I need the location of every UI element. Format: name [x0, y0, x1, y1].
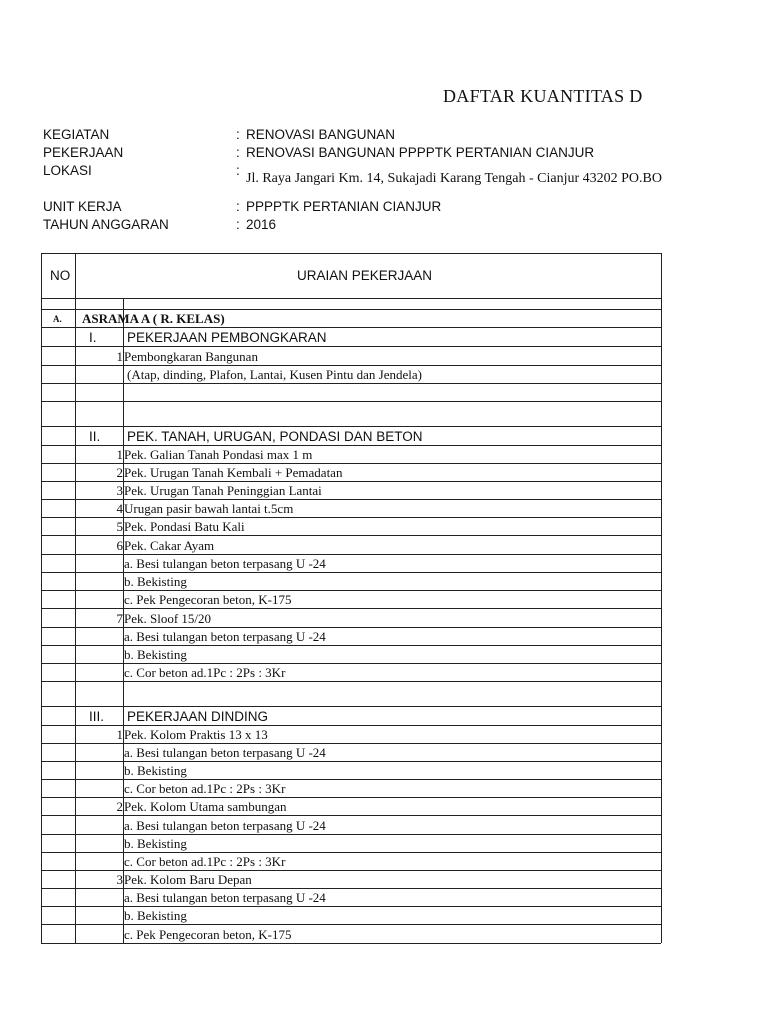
row-description: c. Cor beton ad.1Pc : 2Ps : 3Kr: [124, 665, 286, 680]
row-border: [41, 627, 661, 628]
row-border: [41, 535, 661, 536]
row-border: [41, 779, 661, 780]
row-item-number: 2: [116, 465, 123, 480]
row-description: PEKERJAAN PEMBONGKARAN: [127, 330, 327, 345]
row-description: Pek. Urugan Tanah Kembali + Pemadatan: [124, 465, 343, 480]
row-item-number: 1: [116, 349, 123, 364]
row-border: [41, 663, 661, 664]
row-description: PEK. TANAH, URUGAN, PONDASI DAN BETON: [127, 429, 423, 444]
row-border: [41, 743, 661, 744]
info-value: 2016: [246, 217, 277, 232]
row-border: [41, 463, 661, 464]
row-border: [41, 383, 661, 384]
row-description: a. Besi tulangan beton terpasang U -24: [124, 556, 326, 571]
row-border: [41, 309, 661, 310]
row-description: c. Cor beton ad.1Pc : 2Ps : 3Kr: [124, 781, 286, 796]
row-description: a. Besi tulangan beton terpasang U -24: [124, 890, 326, 905]
row-description: b. Bekisting: [124, 908, 187, 923]
info-value: PPPPTK PERTANIAN CIANJUR: [246, 199, 442, 214]
row-no: A.: [53, 314, 62, 324]
row-description: b. Bekisting: [124, 763, 187, 778]
row-item-number: 1: [116, 447, 123, 462]
row-description: a. Besi tulangan beton terpasang U -24: [124, 818, 326, 833]
document-title: DAFTAR KUANTITAS D: [443, 86, 643, 106]
row-description: b. Bekisting: [124, 574, 187, 589]
row-item-number: 6: [116, 538, 123, 553]
info-colon: :: [236, 217, 240, 232]
info-value: Jl. Raya Jangari Km. 14, Sukajadi Karang Tengah - Cianjur 43202 PO.BO: [246, 171, 662, 186]
info-colon: :: [236, 127, 240, 142]
row-description: ASRAMA A ( R. KELAS): [82, 311, 225, 326]
row-border: [41, 346, 661, 347]
info-colon: :: [236, 163, 240, 178]
info-value: RENOVASI BANGUNAN: [246, 127, 396, 142]
row-item-number: 7: [116, 611, 123, 626]
row-description: b. Bekisting: [124, 836, 187, 851]
row-border: [41, 572, 661, 573]
table-left-border: [41, 253, 42, 943]
row-description: PEKERJAAN DINDING: [127, 709, 269, 724]
info-colon: :: [236, 199, 240, 214]
row-border: [41, 590, 661, 591]
row-no: I.: [89, 330, 97, 345]
row-border: [41, 815, 661, 816]
row-description: c. Pek Pengecoran beton, K-175: [124, 592, 292, 607]
row-border: [41, 797, 661, 798]
row-border: [41, 401, 661, 402]
row-border: [41, 554, 661, 555]
row-description: c. Cor beton ad.1Pc : 2Ps : 3Kr: [124, 854, 286, 869]
row-border: [41, 852, 661, 853]
row-description: Pembongkaran Bangunan: [124, 349, 258, 364]
row-no: II.: [89, 429, 101, 444]
row-border: [41, 888, 661, 889]
row-border: [41, 906, 661, 907]
info-label: UNIT KERJA: [43, 199, 122, 214]
row-border: [41, 499, 661, 500]
table-top-border: [41, 253, 661, 254]
row-border: [41, 870, 661, 871]
row-border: [41, 706, 661, 707]
info-label: PEKERJAAN: [43, 145, 124, 160]
row-description: Pek. Kolom Baru Depan: [124, 872, 252, 887]
header-uraian: URAIAN PEKERJAAN: [297, 268, 433, 283]
row-description: Pek. Pondasi Batu Kali: [124, 519, 245, 534]
header-bottom-border: [41, 298, 661, 299]
row-item-number: 3: [116, 483, 123, 498]
table-right-border: [661, 253, 662, 943]
row-border: [41, 426, 661, 427]
row-item-number: 2: [116, 799, 123, 814]
row-item-number: 5: [116, 519, 123, 534]
row-item-number: 1: [116, 727, 123, 742]
row-description: a. Besi tulangan beton terpasang U -24: [124, 745, 326, 760]
row-description: Pek. Sloof 15/20: [124, 611, 212, 626]
row-border: [41, 761, 661, 762]
row-item-number: 3: [116, 872, 123, 887]
row-no: III.: [89, 709, 105, 724]
info-colon: :: [236, 145, 240, 160]
row-description: Pek. Kolom Praktis 13 x 13: [124, 727, 268, 742]
row-description: Pek. Galian Tanah Pondasi max 1 m: [124, 447, 313, 462]
row-border: [41, 645, 661, 646]
info-value: RENOVASI BANGUNAN PPPPTK PERTANIAN CIANJUR: [246, 145, 595, 160]
row-border: [41, 481, 661, 482]
row-description: b. Bekisting: [124, 647, 187, 662]
info-label: KEGIATAN: [43, 127, 110, 142]
row-description: Pek. Cakar Ayam: [124, 538, 215, 553]
row-border: [41, 834, 661, 835]
row-border: [41, 445, 661, 446]
row-description: c. Pek Pengecoran beton, K-175: [124, 927, 292, 942]
column-divider-no: [75, 253, 76, 943]
row-border: [41, 924, 661, 925]
row-description: Urugan pasir bawah lantai t.5cm: [124, 501, 294, 516]
header-no: NO: [50, 268, 71, 283]
info-label: TAHUN ANGGARAN: [43, 217, 169, 232]
row-description: (Atap, dinding, Plafon, Lantai, Kusen Pintu dan Jendela): [127, 367, 422, 382]
row-description: Pek. Urugan Tanah Peninggian Lantai: [124, 483, 322, 498]
row-border: [41, 517, 661, 518]
row-item-number: 4: [116, 501, 123, 516]
row-border: [41, 943, 661, 944]
row-border: [41, 365, 661, 366]
row-border: [41, 681, 661, 682]
info-label: LOKASI: [43, 163, 92, 178]
row-description: a. Besi tulangan beton terpasang U -24: [124, 629, 326, 644]
row-description: Pek. Kolom Utama sambungan: [124, 799, 287, 814]
row-border: [41, 608, 661, 609]
row-border: [41, 725, 661, 726]
row-border: [41, 327, 661, 328]
